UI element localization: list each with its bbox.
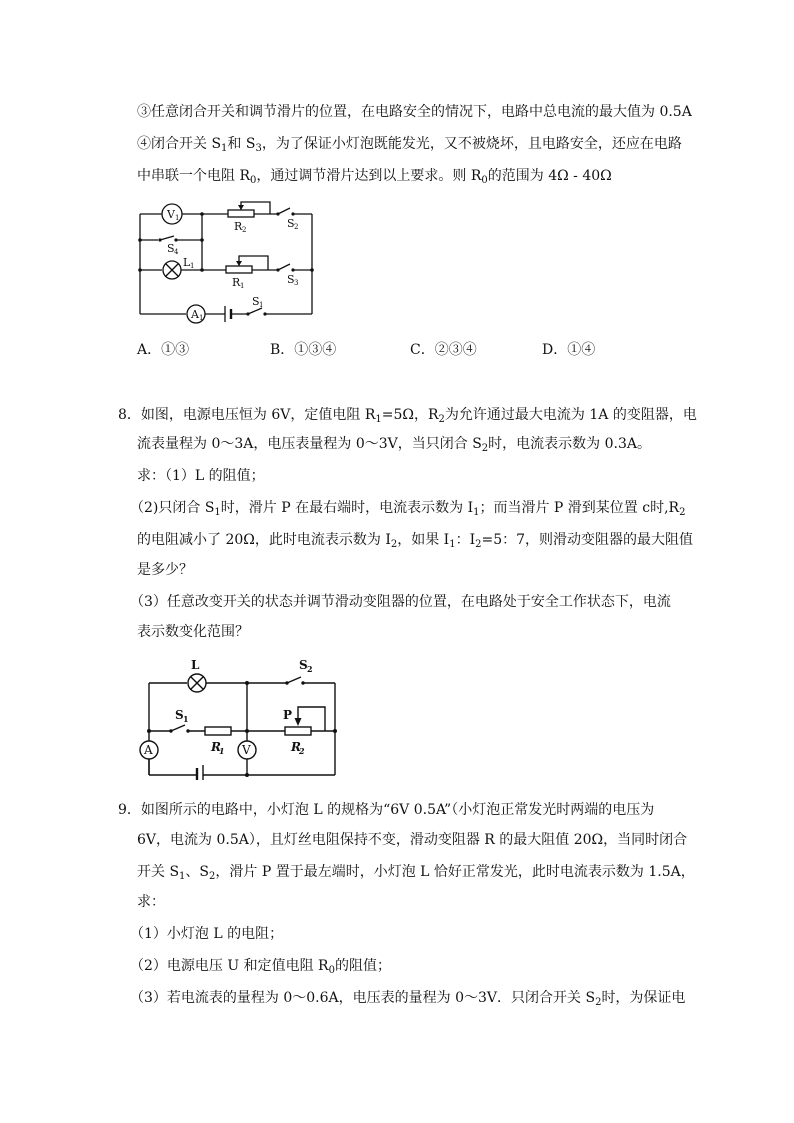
text-fragment: （2)只闭合 S xyxy=(130,500,215,516)
s2-label: S xyxy=(299,658,308,672)
q8-line7: （3）任意改变开关的状态并调节滑动变阻器的位置，在电路处于安全工作状态下，电流 xyxy=(130,594,671,610)
r2-label: R xyxy=(291,740,301,754)
text-fragment: =5：7，则滑动变阻器的最大阻值 xyxy=(481,532,694,548)
s2-subscript: 2 xyxy=(307,664,313,674)
junction-dot xyxy=(200,268,204,272)
text-fragment: 的电阻减小了 20Ω，此时电流表示数为 I xyxy=(137,532,391,548)
option-c: C．②③④ xyxy=(410,342,477,358)
q9-line5: （1）小灯泡 L 的电阻； xyxy=(130,926,284,942)
circuit-diagram-2 xyxy=(135,655,345,780)
text-fragment: ，通过调节滑片达到以上要求。则 R xyxy=(256,168,482,184)
switch-s4-icon xyxy=(160,236,174,240)
subscript: 2 xyxy=(595,997,602,1008)
switch-contact xyxy=(276,268,279,271)
option-b: B．①③④ xyxy=(270,342,337,358)
s2-subscript: 2 xyxy=(294,223,299,231)
switch-contact xyxy=(263,312,266,315)
switch-contact xyxy=(186,729,189,732)
subscript: 2 xyxy=(679,507,686,518)
text-fragment: ④闭合开关 S xyxy=(137,136,222,152)
q8-line5 xyxy=(137,530,693,550)
switch-contact xyxy=(285,681,288,684)
junction-dot xyxy=(138,238,142,242)
v1-letter: V xyxy=(167,208,175,221)
q9-line3 xyxy=(137,862,695,882)
r2-subscript: 2 xyxy=(242,226,247,234)
s1-subscript: 1 xyxy=(259,301,264,309)
junction-dot xyxy=(200,238,204,242)
text-fragment: 、S xyxy=(185,864,210,880)
text-fragment: ，为了保证小灯泡既能发光，又不被烧坏，且电路安全，还应在电路 xyxy=(261,136,682,152)
circuit-diagram-1 xyxy=(130,200,330,330)
junction-dot xyxy=(245,681,249,685)
text-fragment: 中串联一个电阻 R xyxy=(137,168,250,184)
text-fragment: ：I xyxy=(455,532,476,548)
slider-arrow-icon xyxy=(238,205,244,210)
switch-contact xyxy=(174,238,177,241)
s1-label: S xyxy=(175,708,184,722)
subscript: 1 xyxy=(221,143,228,154)
switch-s1-icon xyxy=(171,725,185,731)
q8-line2 xyxy=(137,434,651,454)
q9-line7 xyxy=(130,988,685,1008)
switch-s2-icon xyxy=(287,677,301,683)
subscript: 2 xyxy=(481,443,489,454)
text-fragment: 和 S xyxy=(227,136,256,152)
rheostat-r1-slider-wire xyxy=(239,256,268,270)
text-fragment: （2）电源电压 U 和定值电阻 R xyxy=(130,958,329,974)
subscript: 1 xyxy=(449,539,456,550)
q9-line1: 9．如图所示的电路中，小灯泡 L 的规格为“6V 0.5A”（小灯泡正常发光时两端的电压为 xyxy=(118,802,655,818)
q7-statement-4-line2 xyxy=(137,166,612,186)
q9-line6 xyxy=(130,956,391,976)
s3-label: S xyxy=(287,273,295,286)
q7-statement-3: ③任意闭合开关和调节滑片的位置，在电路安全的情况下，电路中总电流的最大值为 0.5A xyxy=(137,104,692,120)
junction-dot xyxy=(310,268,314,272)
rheostat-r2-icon xyxy=(228,210,254,217)
junction-dot xyxy=(245,773,249,777)
q7-statement-4-line1 xyxy=(137,134,682,154)
r2-label: R xyxy=(234,220,243,233)
q8-line6: 是多少？ xyxy=(137,562,193,578)
switch-contact xyxy=(276,212,279,215)
r2-subscript: 2 xyxy=(299,746,305,756)
switch-contact xyxy=(158,238,161,241)
text-fragment: =5Ω，R xyxy=(381,407,439,423)
text-fragment: ，滑片 P 置于最左端时，小灯泡 L 恰好正常发光，此时电流表示数为 1.5A， xyxy=(215,864,695,880)
text-fragment: ；而当滑片 P 滑到某位置 c时,R xyxy=(479,500,680,516)
rheostat-r1-icon xyxy=(226,266,252,273)
text-fragment: 8．如图，电源电压恒为 6V，定值电阻 R xyxy=(118,407,376,423)
subscript: 2 xyxy=(475,539,482,550)
p-label: P xyxy=(283,708,293,722)
switch-contact xyxy=(291,212,294,215)
v1-subscript: 1 xyxy=(175,214,180,222)
a-letter: A xyxy=(144,743,153,757)
q8-line8: 表示数变化范围？ xyxy=(137,624,249,640)
switch-contact xyxy=(291,268,294,271)
text-fragment: 时，为保证电 xyxy=(601,990,686,1006)
text-fragment: （3）若电流表的量程为 0～0.6A，电压表的量程为 0～3V．只闭合开关 S xyxy=(130,990,596,1006)
text-fragment: 时，滑片 P 在最右端时，电流表示数为 I xyxy=(220,500,474,516)
junction-dot xyxy=(147,729,151,733)
a1-letter: A xyxy=(191,308,199,321)
l-label: L xyxy=(191,658,200,672)
switch-s2-icon xyxy=(278,208,290,214)
subscript: 3 xyxy=(255,143,262,154)
q8-line3: 求：（1）L 的阻值； xyxy=(137,468,265,484)
junction-dot xyxy=(138,268,142,272)
r1-label: R xyxy=(232,276,241,289)
junction-dot xyxy=(200,212,204,216)
s3-subscript: 3 xyxy=(294,279,299,287)
q9-line2: 6V，电流为 0.5A），且灯丝电阻保持不变，滑动变阻器 R 的最大阻值 20Ω，当同时闭合 xyxy=(137,832,688,848)
slider-arrow-icon xyxy=(236,261,242,266)
switch-contact xyxy=(301,681,304,684)
text-fragment: 的范围为 4Ω - 40Ω xyxy=(487,168,612,184)
r1-subscript: 1 xyxy=(219,746,225,756)
junction-dot xyxy=(245,729,249,733)
text-fragment: 的阻值； xyxy=(334,958,391,974)
q9-line4: 求： xyxy=(137,894,165,910)
subscript: 0 xyxy=(481,175,488,186)
q8-line4 xyxy=(130,498,685,518)
junction-dot xyxy=(333,729,337,733)
text-fragment: 为允许通过最大电流为 1A 的变阻器，电 xyxy=(444,407,697,423)
subscript: 1 xyxy=(473,507,480,518)
s4-label: S xyxy=(167,242,175,255)
option-d: D．①④ xyxy=(542,342,596,358)
subscript: 1 xyxy=(375,414,382,425)
q8-line1 xyxy=(118,405,697,425)
subscript: 2 xyxy=(390,539,398,550)
subscript: 1 xyxy=(214,507,221,518)
l1-subscript: 1 xyxy=(190,262,195,270)
text-fragment: 开关 S xyxy=(137,864,180,880)
switch-s3-icon xyxy=(278,264,290,270)
v-letter: V xyxy=(242,743,251,757)
r1-label: R xyxy=(211,740,221,754)
r1-subscript: 1 xyxy=(240,282,245,290)
a1-subscript: 1 xyxy=(199,314,204,322)
l1-label: L xyxy=(183,256,191,269)
resistor-r1-icon xyxy=(205,727,231,735)
switch-contact xyxy=(169,729,172,732)
option-a: A．①③ xyxy=(137,342,190,358)
s4-subscript: 4 xyxy=(174,248,179,256)
subscript: 2 xyxy=(438,414,445,425)
s1-subscript: 1 xyxy=(183,714,189,724)
text-fragment: 流表量程为 0～3A，电压表量程为 0～3V，当只闭合 S xyxy=(137,436,482,452)
subscript: 0 xyxy=(250,175,257,186)
text-fragment: 时，电流表示数为 0.3A。 xyxy=(488,436,651,452)
switch-contact xyxy=(246,312,249,315)
rheostat-r2-slider-wire xyxy=(241,202,270,214)
text-fragment: ，如果 I xyxy=(397,532,450,548)
s2-label: S xyxy=(287,217,295,230)
rheostat-r2-icon xyxy=(285,727,311,735)
subscript: 0 xyxy=(328,965,335,976)
subscript: 2 xyxy=(209,871,216,882)
s1-label: S xyxy=(252,295,260,308)
subscript: 1 xyxy=(179,871,186,882)
